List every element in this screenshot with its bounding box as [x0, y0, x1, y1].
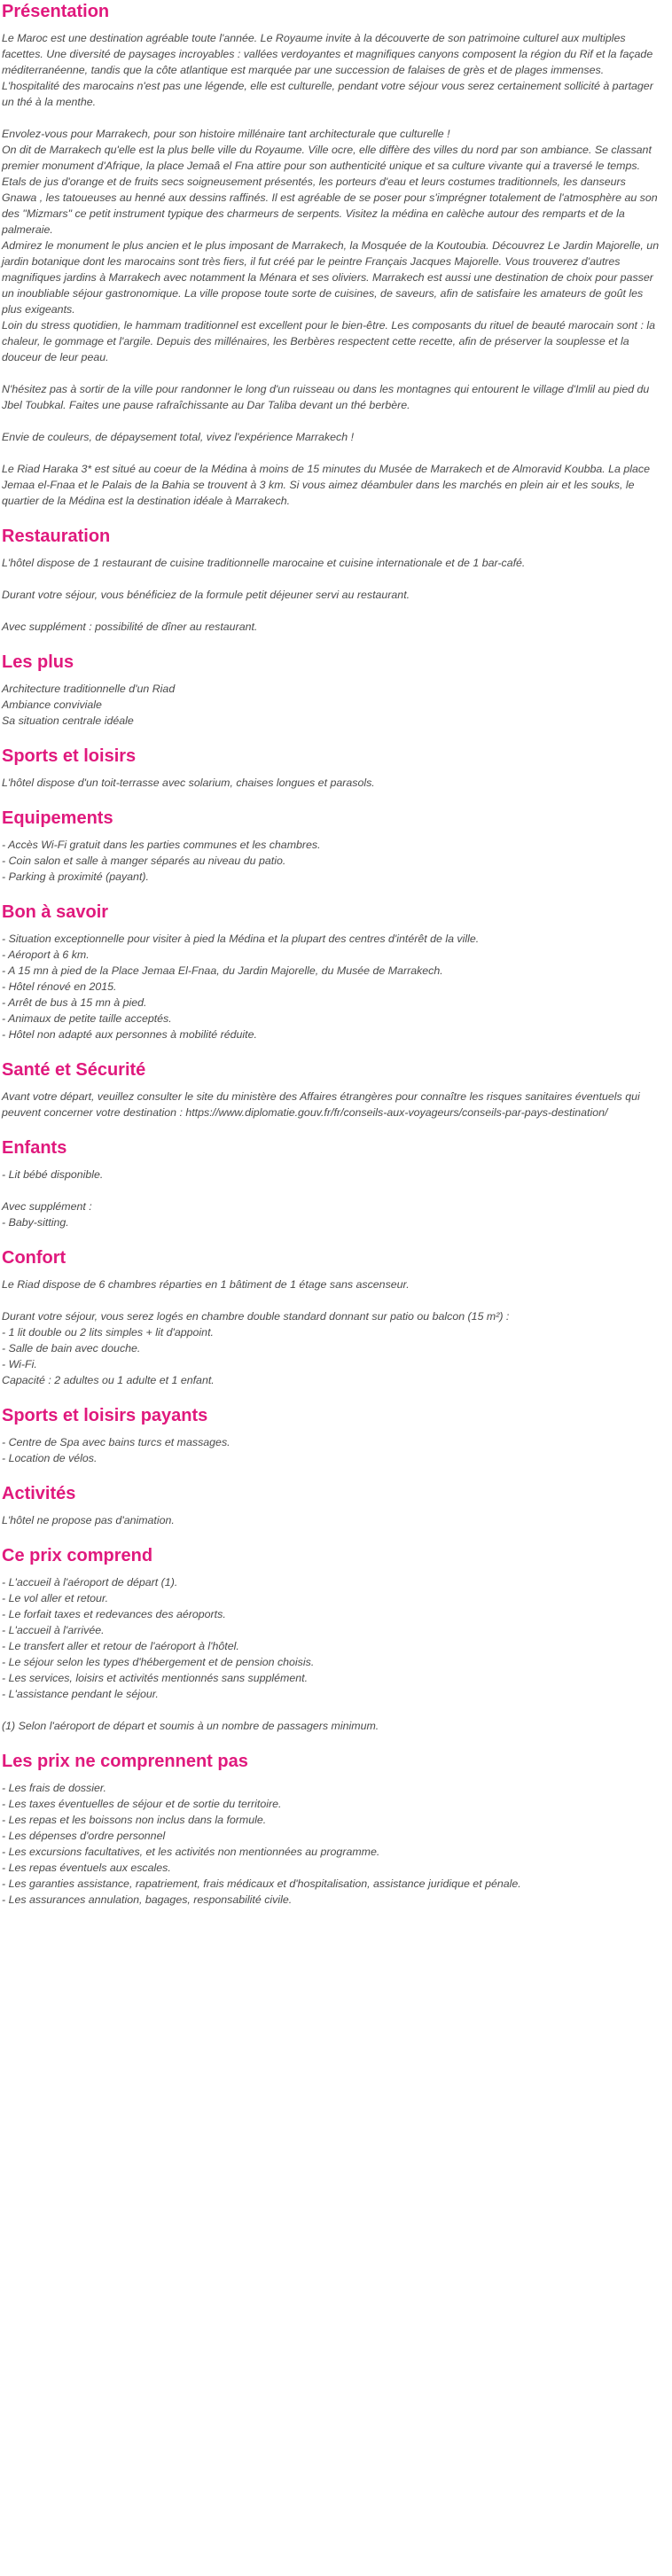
- presentation-paragraph-3: On dit de Marrakech qu'elle est la plus belle ville du Royaume. Ville ocre, elle diffère des villes du nord par son ambiance. Se classant premier monument d'Afrique, la place Jemaâ el Fna attire pour son authenticité unique et sa culture vivante qui a traversé le temps. Etals de jus d'orange et de fruits secs soigneusement présentés, les porteurs d'eau et leurs costumes traditionnels, les danseurs Gnawa , les tatoueuses au henné aux dessins raffinés. Il est agréable de se poser pour s'imprégner totalement de l'atmosphère au son des "Mizmars" ce petit instrument typique des charmeurs de serpents. Visitez la médina en calèche autour des remparts et de la palmeraie.: [2, 144, 658, 236]
- prix-comprend-item: - Le forfait taxes et redevances des aéroports.: [2, 1608, 226, 1620]
- section-title-sante-securite: Santé et Sécurité: [2, 1060, 146, 1080]
- prix-comprend-item: - L'accueil à l'aéroport de départ (1).: [2, 1576, 178, 1589]
- prix-ne-comprend-item: - Les excursions facultatives, et les activités non mentionnées au programme.: [2, 1846, 380, 1858]
- section-activites: [2, 1482, 660, 1528]
- section-title-presentation: Présentation: [2, 2, 110, 21]
- presentation-paragraph-7: Envie de couleurs, de dépaysement total, vivez l'expérience Marrakech !: [2, 431, 355, 443]
- section-enfants: [2, 1136, 660, 1246]
- bon-a-savoir-item: - Animaux de petite taille acceptés.: [2, 1012, 172, 1025]
- bon-a-savoir-item: - Arrêt de bus à 15 mn à pied.: [2, 996, 147, 1009]
- prix-ne-comprend-item: - Les assurances annulation, bagages, responsabilité civile.: [2, 1893, 293, 1906]
- section-restauration: [2, 525, 660, 635]
- prix-comprend-note: (1) Selon l'aéroport de départ et soumis à un nombre de passagers minimum.: [2, 1720, 379, 1732]
- presentation-paragraph-2: Envolez-vous pour Marrakech, pour son histoire millénaire tant architecturale que culturelle !: [2, 128, 450, 140]
- presentation-paragraph-8: Le Riad Haraka 3* est situé au coeur de la Médina à moins de 15 minutes du Musée de Marrakech et de Almoravid Koubba. La place Jemaa el-Fnaa et le Palais de la Bahia se trouvent à 3 km. Si vous aimez déambuler dans les marchés en plein air et les souks, le quartier de la Médina est la destination idéale à Marrakech.: [2, 463, 651, 507]
- section-les-plus: [2, 651, 660, 745]
- sports-payants-item: - Centre de Spa avec bains turcs et massages.: [2, 1436, 231, 1448]
- section-sante-securite: [2, 1058, 660, 1120]
- bon-a-savoir-item: - Aéroport à 6 km.: [2, 948, 90, 961]
- section-title-equipements: Equipements: [2, 808, 113, 828]
- les-plus-item: Architecture traditionnelle d'un Riad: [2, 683, 176, 695]
- section-title-restauration: Restauration: [2, 527, 111, 546]
- section-prix-comprend: [2, 1544, 660, 1734]
- section-confort: [2, 1246, 660, 1404]
- section-title-activites: Activités: [2, 1484, 76, 1503]
- prix-ne-comprend-item: - Les garanties assistance, rapatriement, frais médicaux et d'hospitalisation, assistance juridique et pénale.: [2, 1877, 521, 1890]
- enfants-line: - Lit bébé disponible.: [2, 1168, 104, 1181]
- prix-comprend-item: - L'assistance pendant le séjour.: [2, 1688, 159, 1700]
- equipements-item: - Coin salon et salle à manger séparés au niveau du patio.: [2, 855, 286, 867]
- enfants-line: - Baby-sitting.: [2, 1216, 69, 1229]
- section-title-prix-comprend: Ce prix comprend: [2, 1546, 153, 1565]
- restauration-paragraph-3: Avec supplément : possibilité de dîner au restaurant.: [2, 621, 258, 633]
- confort-item: Capacité : 2 adultes ou 1 adulte et 1 enfant.: [2, 1374, 215, 1386]
- section-equipements: [2, 807, 660, 901]
- prix-comprend-item: - Le vol aller et retour.: [2, 1592, 109, 1604]
- section-title-confort: Confort: [2, 1248, 66, 1268]
- bon-a-savoir-item: - Hôtel non adapté aux personnes à mobilité réduite.: [2, 1028, 257, 1041]
- section-title-prix-ne-comprend: Les prix ne comprennent pas: [2, 1752, 248, 1771]
- prix-ne-comprend-item: - Les repas éventuels aux escales.: [2, 1862, 171, 1874]
- equipements-item: - Parking à proximité (payant).: [2, 870, 149, 883]
- presentation-paragraph-5: Loin du stress quotidien, le hammam traditionnel est excellent pour le bien-être. Les composants du rituel de beauté marocain sont : la chaleur, le gommage et l'argile. Depuis des millénaires, les Berbères respectent cette recette, afin de préserver la souplesse et la douceur de leur peau.: [2, 319, 655, 363]
- bon-a-savoir-item: - A 15 mn à pied de la Place Jemaa El-Fnaa, du Jardin Majorelle, du Musée de Marrakech.: [2, 964, 443, 977]
- prix-comprend-item: - Les services, loisirs et activités mentionnés sans supplément.: [2, 1672, 309, 1684]
- restauration-paragraph-2: Durant votre séjour, vous bénéficiez de la formule petit déjeuner servi au restaurant.: [2, 589, 410, 601]
- restauration-paragraph-1: L'hôtel dispose de 1 restaurant de cuisine traditionnelle marocaine et cuisine internationale et de 1 bar-café.: [2, 557, 526, 569]
- prix-comprend-item: - L'accueil à l'arrivée.: [2, 1624, 105, 1636]
- sports-loisirs-paragraph: L'hôtel dispose d'un toit-terrasse avec solarium, chaises longues et parasols.: [2, 777, 375, 789]
- section-title-sports-loisirs-payants: Sports et loisirs payants: [2, 1406, 208, 1425]
- section-title-sports-loisirs: Sports et loisirs: [2, 746, 137, 766]
- equipements-item: - Accès Wi-Fi gratuit dans les parties communes et les chambres.: [2, 839, 321, 851]
- prix-comprend-item: - Le séjour selon les types d'hébergement et de pension choisis.: [2, 1656, 315, 1668]
- sports-payants-item: - Location de vélos.: [2, 1452, 98, 1464]
- prix-ne-comprend-item: - Les repas et les boissons non inclus dans la formule.: [2, 1814, 267, 1826]
- bon-a-savoir-item: - Situation exceptionnelle pour visiter à pied la Médina et la plupart des centres d'intérêt de la ville.: [2, 933, 480, 945]
- section-prix-ne-comprend: [2, 1750, 660, 1908]
- prix-ne-comprend-item: - Les dépenses d'ordre personnel: [2, 1830, 166, 1842]
- confort-paragraph-1: Le Riad dispose de 6 chambres réparties en 1 bâtiment de 1 étage sans ascenseur.: [2, 1278, 410, 1291]
- les-plus-item: Sa situation centrale idéale: [2, 714, 134, 727]
- enfants-line: Avec supplément :: [2, 1200, 92, 1213]
- prix-ne-comprend-item: - Les taxes éventuelles de séjour et de sortie du territoire.: [2, 1798, 282, 1810]
- section-title-les-plus: Les plus: [2, 652, 74, 672]
- confort-paragraph-2: Durant votre séjour, vous serez logés en chambre double standard donnant sur patio ou balcon (15 m²) :: [2, 1310, 510, 1323]
- bon-a-savoir-item: - Hôtel rénové en 2015.: [2, 980, 117, 993]
- section-presentation: [2, 0, 660, 509]
- sante-securite-paragraph: Avant votre départ, veuillez consulter le site du ministère des Affaires étrangères pour connaître les risques sanitaires éventuels qui peuvent concerner votre destination : https://www.diplomatie.gouv.fr/fr/conseils-aux-voyageurs/conseils-par-pays-destination/: [2, 1090, 640, 1119]
- section-bon-a-savoir: [2, 901, 660, 1058]
- presentation-paragraph-6: N'hésitez pas à sortir de la ville pour randonner le long d'un ruisseau ou dans les montagnes qui entourent le village d'Imlil au pied du Jbel Toubkal. Faites une pause rafraîchissante au Dar Taliba devant un thé berbère.: [2, 383, 650, 411]
- section-sports-loisirs: [2, 745, 660, 791]
- section-title-enfants: Enfants: [2, 1138, 67, 1158]
- presentation-paragraph-1: Le Maroc est une destination agréable toute l'année. Le Royaume invite à la découverte de son patrimoine culturel aux multiples facettes. Une diversité de paysages incroyables : vallées verdoyantes et magnifiques canyons composent la région du Rif et la façade méditerranéenne, tandis que la côte atlantique est marquée par une succession de falaises de grès et de plages immenses. L'hospitalité des marocains n'est pas une légende, elle est culturelle, pendant votre séjour vous serez certainement sollicité à partager un thé à la menthe.: [2, 32, 653, 108]
- section-sports-loisirs-payants: [2, 1404, 660, 1482]
- prix-ne-comprend-item: - Les frais de dossier.: [2, 1782, 106, 1794]
- prix-comprend-item: - Le transfert aller et retour de l'aéroport à l'hôtel.: [2, 1640, 239, 1652]
- activites-paragraph: L'hôtel ne propose pas d'animation.: [2, 1514, 175, 1526]
- les-plus-item: Ambiance conviviale: [2, 699, 102, 711]
- section-title-bon-a-savoir: Bon à savoir: [2, 902, 109, 922]
- confort-item: - Wi-Fi.: [2, 1358, 37, 1370]
- presentation-paragraph-4: Admirez le monument le plus ancien et le plus imposant de Marrakech, la Mosquée de la Koutoubia. Découvrez Le Jardin Majorelle, un jardin botanique dont les marocains sont très fiers, il fut créé par le peintre Français Jacques Majorelle. Vous trouverez d'autres magnifiques jardins à Marrakech avec notamment la Ménara et ses oliviers. Marrakech est aussi une destination de choix pour passer un inoubliable séjour gastronomique. La ville propose toute sorte de cuisines, de saveurs, afin de satisfaire les amateurs de goût les plus exigeants.: [2, 239, 660, 316]
- confort-item: - Salle de bain avec douche.: [2, 1342, 141, 1354]
- confort-item: - 1 lit double ou 2 lits simples + lit d'appoint.: [2, 1326, 214, 1339]
